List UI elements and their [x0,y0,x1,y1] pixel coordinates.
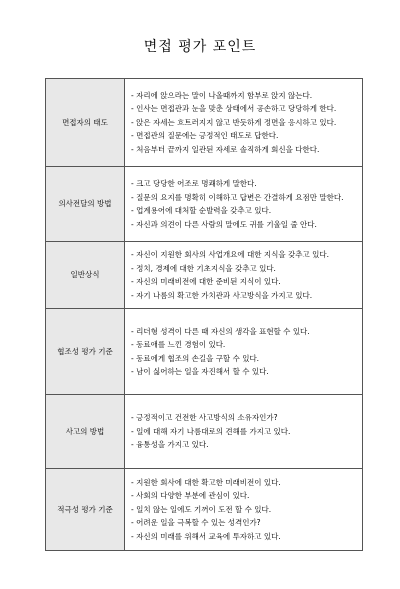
list-item: - 인사는 면접관과 눈을 맞춘 상태에서 공손하고 당당하게 한다. [131,104,337,114]
list-item: - 자기 나름의 확고한 가치관과 사고방식을 가지고 있다. [131,290,313,300]
list-item: - 자신과 의견이 다른 사람의 말에도 귀를 기울일 줄 안다. [131,219,317,229]
items-cell [125,167,363,242]
list-item: - 지원한 회사에 대한 확고한 미래비전이 있다. [131,477,281,487]
list-item: - 질문의 요지를 명확히 이해하고 답변은 간결하게 요점만 말한다. [131,192,344,202]
list-item: - 크고 당당한 어조로 명쾌하게 말한다. [131,179,257,188]
list-item: - 일치 않는 일에도 기꺼이 도전 할 수 있다. [131,504,272,514]
table-row [46,242,363,309]
table-row [46,167,363,242]
list-item: - 남이 싫어하는 일을 자진해서 할 수 있다. [131,367,269,376]
category-cell: 일반상식 [46,242,125,309]
category-cell: 적극성 평가 기준 [46,469,125,551]
list-item: - 면접관의 질문에는 긍정적인 태도로 답한다. [131,131,279,141]
evaluation-table [45,78,363,551]
category-cell: 의사전달의 방법 [46,167,125,242]
list-item: - 긍정적이고 건전한 사고방식의 소유자인가? [131,413,278,423]
table-row [46,309,363,395]
list-item: - 일에 대해 자기 나름대로의 견해를 가지고 있다. [131,426,291,436]
items-cell [125,395,363,469]
list-item: - 자신의 미래비전에 대한 준비된 지식이 있다. [131,277,281,286]
list-item: - 정치, 경제에 대한 기초지식을 갖추고 있다. [131,263,276,273]
list-item: - 동료애를 느낀 경험이 있다. [131,340,226,349]
table-row [46,395,363,469]
items-cell [125,309,363,395]
items-cell [125,469,363,551]
list-item: - 업계용어에 대처할 순발력을 갖추고 있다. [131,206,272,215]
page-title: 면접 평가 포인트 [143,39,257,55]
category-cell: 협조성 평가 기준 [46,309,125,395]
table-row [46,79,363,167]
list-item: - 앉은 자세는 흐트러지지 않고 반듯하게 정면을 응시하고 있다. [131,117,337,127]
list-item: - 처음부터 끝까지 일관된 자세로 솔직하게 회신을 다한다. [131,144,320,154]
list-item: - 사회의 다양한 부분에 관심이 있다. [131,491,250,501]
list-item: - 융통성을 가지고 있다. [131,440,209,450]
list-item: - 어려운 일을 극복할 수 있는 성격인가? [131,518,261,528]
list-item: - 동료에게 협조의 손길을 구할 수 있다. [131,353,260,363]
list-item: - 리더형 성격이 다른 때 자신의 생각을 표현할 수 있다. [131,326,310,336]
list-item: - 자신이 지원한 회사의 사업개요에 대한 지식을 갖추고 있다. [131,250,330,259]
items-cell [125,79,363,167]
table-row [46,469,363,551]
category-cell: 면접자의 태도 [46,79,125,167]
list-item: - 자신의 미래를 위해서 교육에 투자하고 있다. [131,531,281,541]
list-item: - 자리에 앉으라는 말이 나올때까지 함부로 앉지 않는다. [131,90,313,100]
category-cell: 사고의 방법 [46,395,125,469]
items-cell [125,242,363,309]
